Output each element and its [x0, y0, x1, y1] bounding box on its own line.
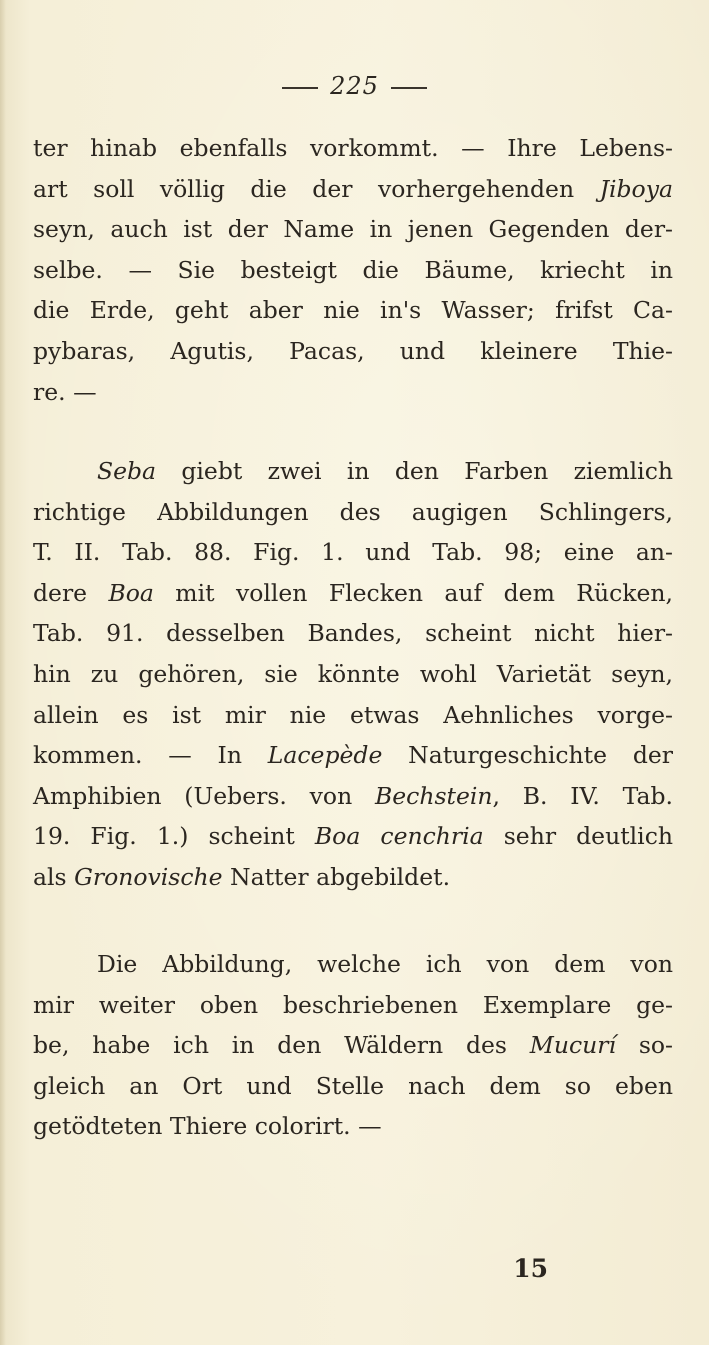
header-dash-right — [391, 87, 427, 89]
paragraph-1 — [33, 128, 673, 412]
text-line: dere Boa mit vollen Flecken auf dem Rücken, — [33, 578, 673, 607]
text-line: selbe. — Sie besteigt die Bäume, kriecht in — [33, 255, 673, 284]
paragraph-2 — [33, 451, 673, 898]
text-line: gleich an Ort und Stelle nach dem so eben — [33, 1071, 673, 1100]
paragraph-3 — [33, 944, 673, 1147]
page-gutter-shadow — [0, 0, 6, 1345]
text-line: Amphibien (Uebers. von Bechstein, B. IV. Tab. — [33, 781, 673, 810]
text-line: T. II. Tab. 88. Fig. 1. und Tab. 98; eine an- — [33, 538, 673, 567]
text-line: pybaras, Agutis, Pacas, und kleinere Thie- — [33, 336, 673, 365]
text-line: kommen. — In Lacepède Naturgeschichte der — [33, 741, 674, 770]
signature-mark: 15 — [513, 1254, 548, 1283]
header-dash-left — [282, 87, 318, 89]
text-line: be, habe ich in den Wäldern des Mucurí so- — [33, 1031, 673, 1060]
text-line: re. — — [33, 377, 97, 406]
text-line: richtige Abbildungen des augigen Schlingers, — [33, 497, 673, 526]
text-line: die Erde, geht aber nie in's Wasser; frifst Ca- — [33, 296, 673, 325]
page-number: 225 — [330, 72, 379, 100]
text-line: Die Abbildung, welche ich von dem von — [97, 950, 673, 978]
text-line: allein es ist mir nie etwas Aehnliches vorge- — [33, 700, 673, 729]
text-line: als Gronovische Natter abgebildet. — [33, 862, 451, 891]
text-line: getödteten Thiere colorirt. — — [33, 1112, 382, 1141]
text-line: hin zu gehören, sie könnte wohl Varietät seyn, — [33, 659, 673, 688]
text-line: ter hinab ebenfalls vorkommt. — Ihre Lebens- — [33, 134, 673, 162]
text-line: Seba giebt zwei in den Farben ziemlich — [97, 457, 673, 485]
text-line: seyn, auch ist der Name in jenen Gegenden der- — [33, 215, 673, 244]
running-header — [0, 72, 709, 100]
text-line: mir weiter oben beschriebenen Exemplare ge- — [33, 990, 673, 1019]
text-line: 19. Fig. 1.) scheint Boa cenchria sehr deutlich — [33, 822, 673, 851]
text-line: art soll völlig die der vorhergehenden Jiboya — [33, 174, 673, 203]
text-line: Tab. 91. desselben Bandes, scheint nicht hier- — [33, 619, 673, 648]
